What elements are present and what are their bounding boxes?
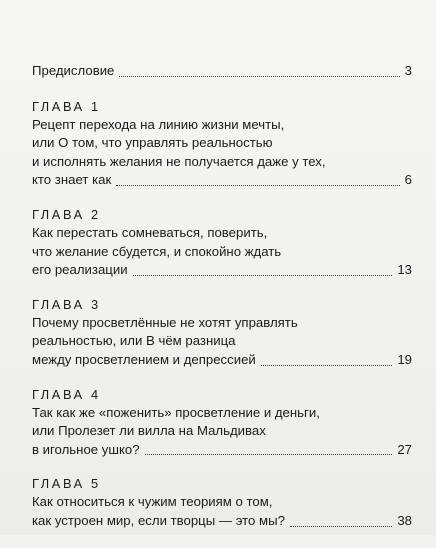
chapter-title-line: Рецепт перехода на линию жизни мечты, [32,116,285,132]
chapter-title-line: реальностью, или В чём разница [32,333,236,349]
chapter-last-line-row [32,261,412,280]
chapter-page-number: 27 [397,441,412,457]
table-of-contents [32,62,412,548]
chapter-page-number: 38 [397,512,412,528]
chapter-heading: ГЛАВА 3 [32,296,101,312]
chapter-title-line: кто знает как [32,172,112,188]
chapter-title-line: или О том, что управлять реальностью [32,135,273,151]
chapter-title-line: Как перестать сомневаться, поверить, [32,224,268,240]
chapter-title-line: или Пролезет ли вилла на Мальдивах [32,423,266,439]
dot-leader [116,184,399,186]
toc-entry-chapter-1 [32,99,412,190]
preface-title: Предисловие [32,63,115,78]
toc-entry-chapter-3 [32,297,412,370]
toc-entry-chapter-2 [32,207,412,280]
chapter-page-number: 13 [397,262,412,278]
chapter-last-line-row [32,171,412,190]
chapter-title-line: Почему просветлённые не хотят управлять [32,314,298,330]
chapter-title-line: Так как же «поженить» просветление и деньги, [32,404,320,420]
dot-leader [119,75,399,77]
chapter-title-line: между просветлением и депрессией [32,351,256,367]
chapter-last-line-row [32,441,412,460]
chapter-title-line: и исполнять желания не получается даже у тех, [32,153,326,169]
toc-entry-preface [32,62,412,81]
chapter-heading: ГЛАВА 4 [32,386,101,402]
chapter-heading: ГЛАВА 2 [32,206,101,222]
chapter-title-line: что желание сбудется, и спокойно ждать [32,243,282,259]
chapter-heading: ГЛАВА 1 [32,98,101,114]
toc-entry-chapter-4 [32,387,412,460]
dot-leader [290,525,392,527]
chapter-title-line: как устроен мир, если творцы — это мы? [32,512,285,528]
toc-entry-chapter-5 [32,476,412,530]
chapter-page-number: 19 [397,351,412,367]
chapter-last-line-row [32,512,412,531]
chapter-last-line-row [32,351,412,370]
chapter-title-line: Как относиться к чужим теориям о том, [32,494,273,510]
dot-leader [261,364,393,366]
chapter-title-line: в игольное ушко? [32,441,140,457]
chapter-title-line: его реализации [32,262,128,278]
chapter-heading: ГЛАВА 5 [32,476,101,492]
preface-page-number: 3 [404,63,412,78]
dot-leader [133,274,393,276]
chapter-page-number: 6 [404,172,412,188]
dot-leader [145,453,393,455]
